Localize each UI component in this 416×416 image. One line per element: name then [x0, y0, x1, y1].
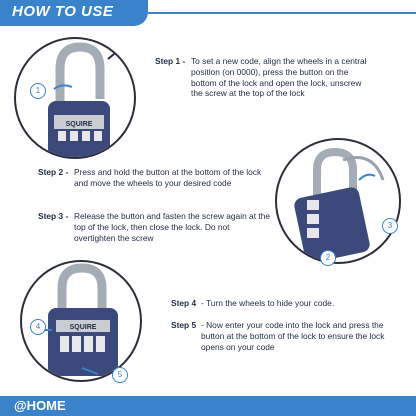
step-5-body: - Now enter your code into the lock and press the button at the bottom of the lock to ensure the lock opens on your code [201, 320, 385, 352]
step-badge-1: 1 [30, 83, 46, 99]
page-title: HOW TO USE [12, 3, 114, 20]
footer-banner [0, 396, 416, 416]
step-badge-5: 5 [112, 367, 128, 383]
header-banner [0, 0, 148, 26]
step-2-head: Step 2 - [38, 167, 69, 177]
padlock-screw-icon [277, 140, 399, 262]
step-1-head: Step 1 - [155, 56, 186, 66]
lock-illustration-step-2-3 [275, 138, 401, 264]
step-2-body: Press and hold the button at the bottom of the lock and move the wheels to your desired code [74, 167, 262, 188]
step-3-body: Release the button and fasten the screw again at the top of the lock, then close the lock. Do not overtighten the screw [74, 211, 271, 243]
step-badge-2: 2 [320, 250, 336, 266]
brand-logo: SQUIRE [65, 121, 93, 128]
step-4-head: Step 4 [171, 298, 197, 308]
step-badge-4: 4 [30, 319, 46, 335]
header-divider [148, 12, 416, 14]
step-badge-3: 3 [382, 218, 398, 234]
lock-illustration-step-1 [14, 37, 136, 159]
step-5-head: Step 5 [171, 320, 197, 330]
step-4-body: - Turn the wheels to hide your code. [201, 298, 335, 308]
footer-label: @HOME [14, 398, 66, 413]
step-1-body: To set a new code, align the wheels in a central position (on 0000), press the button on the bottom of the lock and open the lock, unscrew the screw at the top of the lock [191, 56, 367, 99]
svg-text:SQUIRE: SQUIRE [69, 324, 97, 331]
step-3-head: Step 3 - [38, 211, 69, 221]
